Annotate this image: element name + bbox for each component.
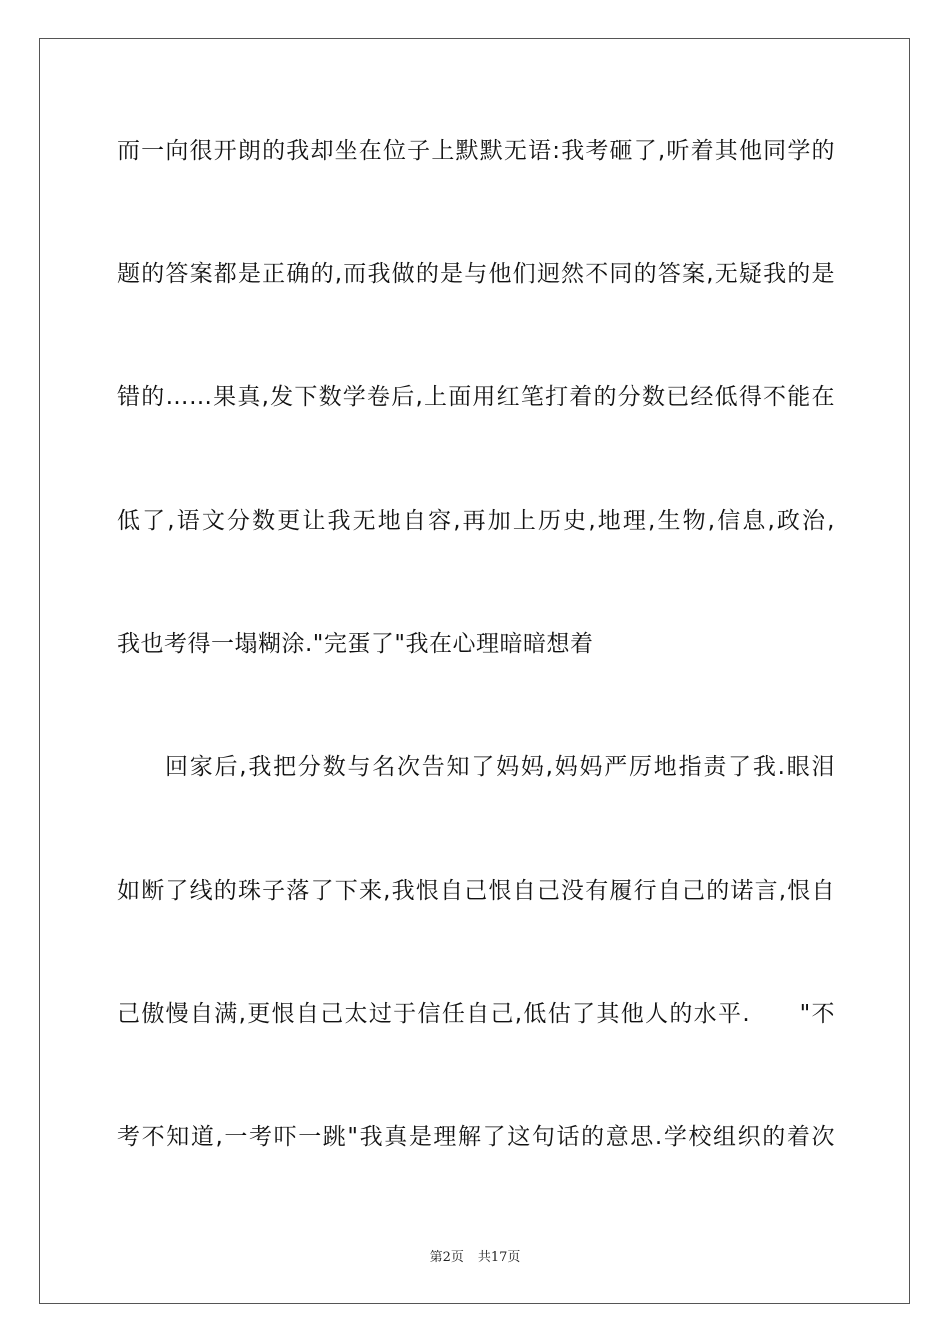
text-line: 考不知道,一考吓一跳"我真是理解了这句话的意思.学校组织的着次	[117, 1124, 835, 1150]
text-line: 回家后,我把分数与名次告知了妈妈,妈妈严厉地指责了我.眼泪	[165, 754, 835, 780]
page-total: 共17页	[477, 1250, 521, 1265]
text-line: 错的……果真,发下数学卷后,上面用红笔打着的分数已经低得不能在	[117, 384, 835, 410]
text-line: 而一向很开朗的我却坐在位子上默默无语:我考砸了,听着其他同学的	[117, 138, 835, 164]
text-line: 己傲慢自满,更恨自己太过于信任自己,低估了其他人的水平. "不	[117, 1001, 835, 1027]
page-number: 第2页	[429, 1250, 464, 1265]
text-line: 题的答案都是正确的,而我做的是与他们迥然不同的答案,无疑我的是	[117, 261, 835, 287]
text-line: 如断了线的珠子落了下来,我恨自己恨自己没有履行自己的诺言,恨自	[117, 878, 835, 904]
text-line: 我也考得一塌糊涂."完蛋了"我在心理暗暗想着	[117, 631, 594, 657]
text-line: 低了,语文分数更让我无地自容,再加上历史,地理,生物,信息,政治,	[117, 508, 835, 534]
page-frame	[39, 38, 910, 1304]
page-footer	[0, 1246, 950, 1265]
